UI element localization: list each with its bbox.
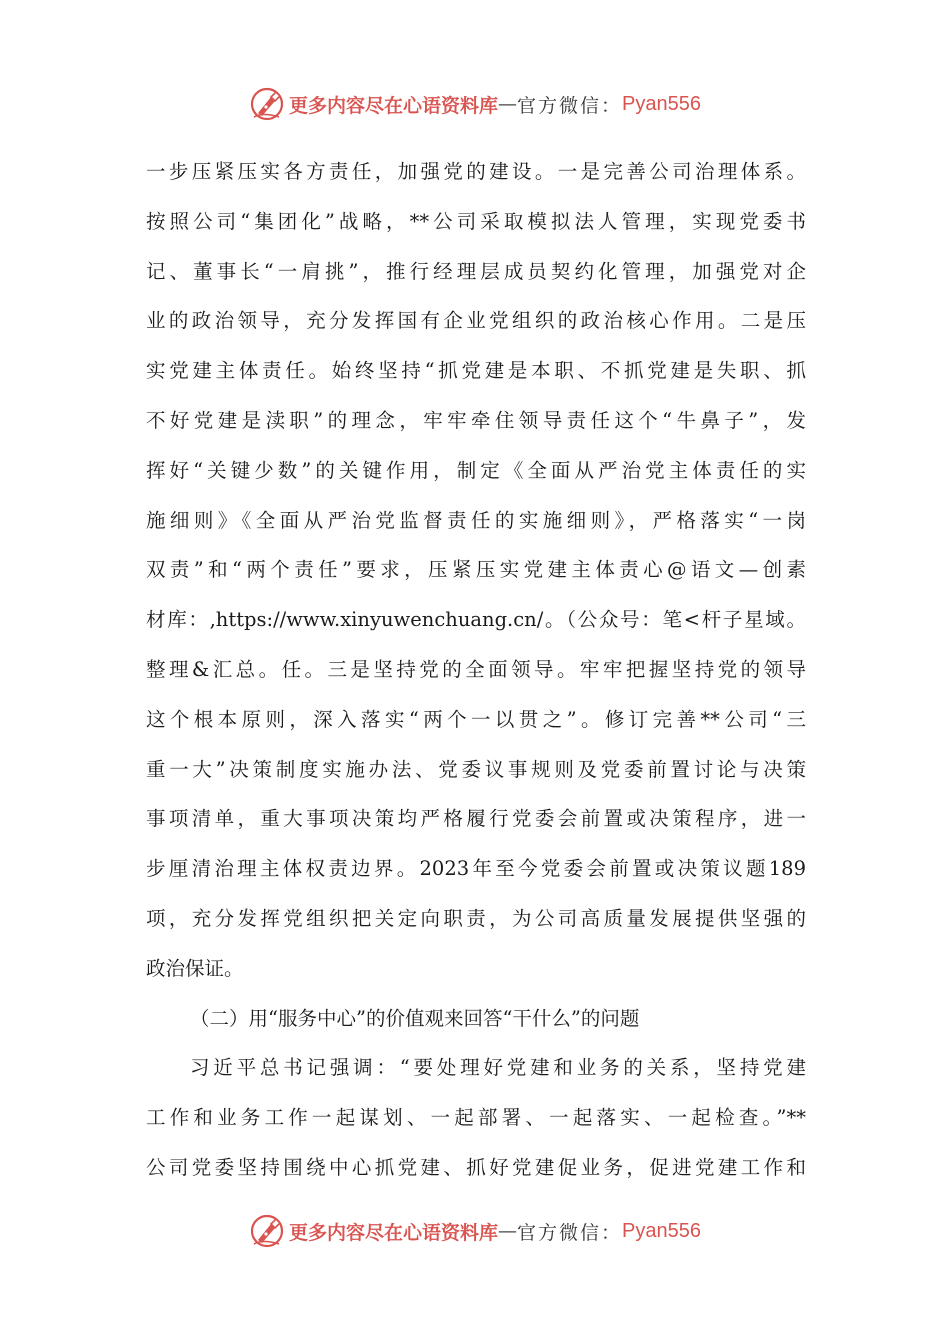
body-line: 材库：,https://www.xinyuwenchuang.cn/。（公众号：笔<杆子星域。 bbox=[146, 608, 806, 632]
paragraph-line: 工作和业务工作一起谋划、一起部署、一起落实、一起检查。”** bbox=[146, 1106, 806, 1130]
body-line: 一步压紧压实各方责任，加强党的建设。一是完善公司治理体系。 bbox=[146, 160, 806, 183]
body-line: 步厘清治理主体权责边界。2023年至今党委会前置或决策议题189 bbox=[146, 857, 806, 881]
header-banner bbox=[0, 84, 950, 124]
body-line: 整理&汇总。任。三是坚持党的全面领导。牢牢把握坚持党的领导 bbox=[146, 657, 806, 681]
pen-nib-logo-icon bbox=[249, 1213, 285, 1249]
body-line: 项，充分发挥党组织把关定向职责，为公司高质量发展提供坚强的 bbox=[146, 906, 806, 930]
footer-banner bbox=[0, 1211, 950, 1251]
pen-nib-logo-icon bbox=[249, 86, 285, 122]
body-line: 政治保证。 bbox=[146, 956, 244, 980]
banner-wechat-handle: Pyan556 bbox=[622, 92, 701, 115]
banner-wechat-handle: Pyan556 bbox=[622, 1219, 701, 1242]
banner-brand-text: 更多内容尽在心语资料库 bbox=[289, 94, 499, 117]
banner-brand-text: 更多内容尽在心语资料库 bbox=[289, 1221, 499, 1244]
body-line: 事项清单，重大事项决策均严格履行党委会前置或决策程序，进一 bbox=[146, 807, 806, 831]
document-body bbox=[146, 147, 806, 1193]
paragraph-line: 习近平总书记强调：“要处理好党建和业务的关系，坚持党建 bbox=[190, 1056, 806, 1080]
banner-wechat-label: 官方微信： bbox=[517, 1221, 623, 1244]
body-line: 施细则》《全面从严治党监督责任的实施细则》，严格落实“一岗 bbox=[146, 508, 806, 532]
section-heading: （二）用“服务中心”的价值观来回答“干什么”的问题 bbox=[190, 1006, 640, 1030]
body-line: 重一大”决策制度实施办法、党委议事规则及党委前置讨论与决策 bbox=[146, 757, 806, 781]
body-line: 这个根本原则，深入落实“两个一以贯之”。修订完善**公司“三 bbox=[146, 707, 806, 731]
body-line: 业的政治领导，充分发挥国有企业党组织的政治核心作用。二是压 bbox=[146, 309, 806, 333]
body-line: 双责”和“两个责任”要求，压紧压实党建主体责心@语文—创素 bbox=[146, 558, 806, 582]
body-line: 实党建主体责任。始终坚持“抓党建是本职、不抓党建是失职、抓 bbox=[146, 359, 806, 383]
body-line: 按照公司“集团化”战略，**公司采取模拟法人管理，实现党委书 bbox=[146, 209, 806, 233]
body-line: 不好党建是渎职”的理念，牢牢牵住领导责任这个“牛鼻子”，发 bbox=[146, 408, 806, 432]
body-line: 挥好“关键少数”的关键作用，制定《全面从严治党主体责任的实 bbox=[146, 458, 806, 482]
body-line: 记、董事长“一肩挑”，推行经理层成员契约化管理，加强党对企 bbox=[146, 259, 806, 283]
banner-separator: — bbox=[498, 93, 518, 115]
paragraph-line: 公司党委坚持围绕中心抓党建、抓好党建促业务，促进党建工作和 bbox=[146, 1155, 806, 1179]
banner-wechat-label: 官方微信： bbox=[517, 94, 623, 117]
banner-separator: — bbox=[498, 1220, 518, 1242]
